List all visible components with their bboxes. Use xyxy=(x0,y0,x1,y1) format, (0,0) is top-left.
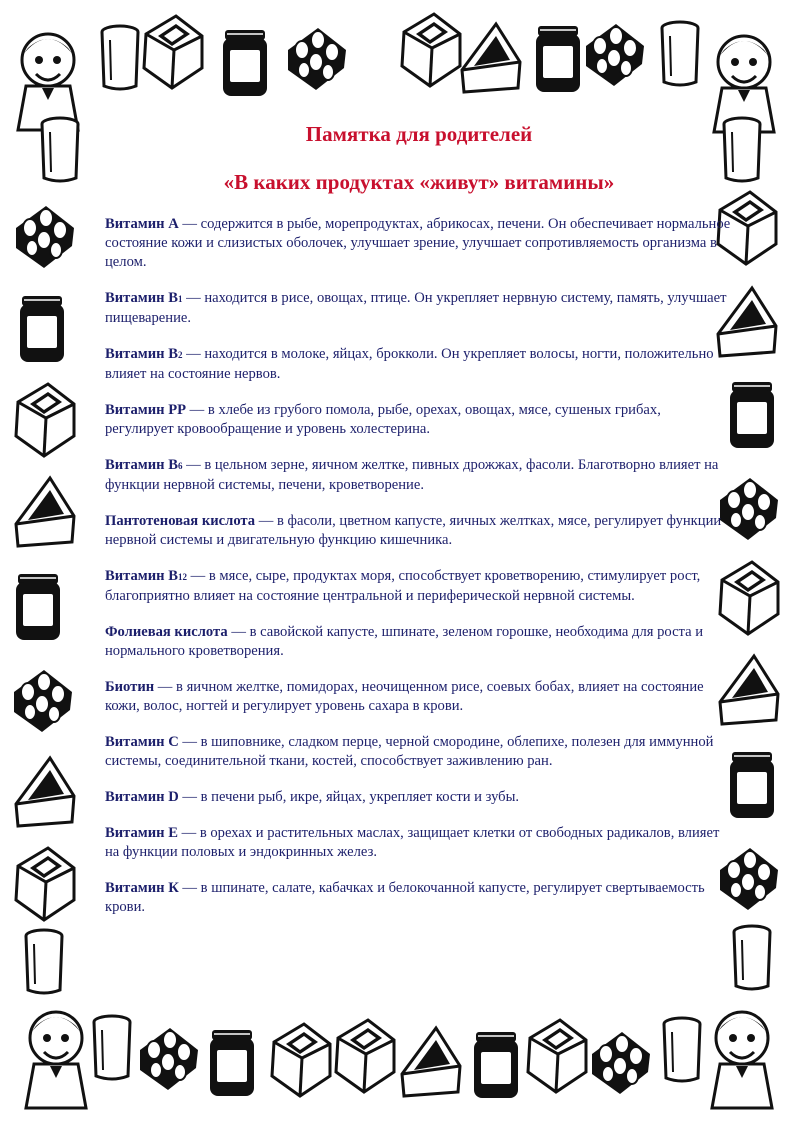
entry-text: — содержится в рыбе, морепродуктах, абрикосах, печени. Он обеспечивает нормальное состояние кожи и слизистых оболочек, улучшает зрение, улучшает сопротивляемость организма в целом. xyxy=(105,216,731,270)
entry-text: — в савойской капусте, шпинате, зеленом горошке, необходима для роста и нормального кроветворения. xyxy=(105,624,704,659)
entry-text: — в орехах и растительных маслах, защищает клетки от свободных радикалов, влияет на функции половых и эндокринных желез. xyxy=(105,825,720,860)
vitamin-entry xyxy=(105,879,733,917)
entry-text: — в печени рыб, икре, яйцах, укрепляет кости и зубы. xyxy=(178,789,520,805)
vitamin-entry xyxy=(105,733,733,771)
entry-name: Витамин А xyxy=(105,216,179,232)
entry-name: Витамин В xyxy=(105,457,178,473)
entry-subscript: 6 xyxy=(177,461,183,471)
entry-text: — в мясе, сыре, продуктах моря, способствует кроветворению, стимулирует рост, благоприятно влияет на состояние центральной и периферической нервной системы. xyxy=(105,568,701,604)
entry-text: — в фасоли, цветном капусте, яичных желтках, мясе, регулирует функции нервной системы и двигательную функцию кишечника. xyxy=(105,513,722,548)
entry-subscript: 1 xyxy=(177,294,183,304)
entry-name: Витамин В xyxy=(105,346,178,362)
entry-text: — в хлебе из грубого помола, рыбе, орехах, овощах, мясе, сушеных грибах, регулирует кровообращение и уровень холестерина. xyxy=(105,402,661,437)
entry-text: — находится в рисе, овощах, птице. Он укрепляет нервную систему, память, улучшает пищеварение. xyxy=(105,290,727,326)
entry-name: Витамин D xyxy=(105,789,179,805)
entry-name: Витамин В xyxy=(105,290,178,306)
entry-name: Пантотеновая кислота xyxy=(105,513,256,529)
page-title: Памятка для родителей xyxy=(305,122,533,146)
entry-text: — в цельном зерне, яичном желтке, пивных дрожжах, фасоли. Благотворно влияет на функции нервной системы, печени, кроветворение. xyxy=(105,457,719,493)
page-subtitle: «В каких продуктах «живут» витамины» xyxy=(223,170,615,194)
entry-name: Витамин Е xyxy=(105,825,178,841)
vitamin-entry xyxy=(105,623,733,661)
entry-text: — в яичном желтке, помидорах, неочищенном рисе, соевых бобах, влияет на состояние кожи, волос, ногтей и регулирует уровень сахара в крови. xyxy=(105,679,704,714)
vitamin-entry xyxy=(105,215,733,272)
vitamin-entry xyxy=(105,401,733,439)
entry-text: — в шиповнике, сладком перце, черной смородине, облепихе, полезен для иммунной системы, соединительной ткани, костей, способствует заживлению ран. xyxy=(105,734,714,769)
vitamin-entry xyxy=(105,289,733,328)
vitamin-entry xyxy=(105,345,733,384)
vitamin-entry xyxy=(105,678,733,716)
entry-name: Витамин К xyxy=(105,880,179,896)
entry-name: Витамин В xyxy=(105,568,178,584)
entry-subscript: 12 xyxy=(177,572,187,582)
entry-text: — находится в молоке, яйцах, брокколи. Он укрепляет волосы, ногти, положительно влияет на состояние нервов. xyxy=(105,346,714,382)
vitamin-entry xyxy=(105,512,733,550)
memo-content xyxy=(105,118,733,934)
entry-name: Витамин С xyxy=(105,734,179,750)
entry-name: Витамин РР xyxy=(105,402,187,418)
vitamin-entry xyxy=(105,456,733,495)
entry-text: — в шпинате, салате, кабачках и белокочанной капусте, регулирует свертываемость крови. xyxy=(105,880,705,915)
entry-name: Фолиевая кислота xyxy=(105,624,228,640)
vitamin-entry xyxy=(105,824,733,862)
vitamin-entry xyxy=(105,567,733,606)
entry-name: Биотин xyxy=(105,679,155,695)
entry-subscript: 2 xyxy=(177,350,183,360)
vitamin-entry xyxy=(105,788,733,807)
